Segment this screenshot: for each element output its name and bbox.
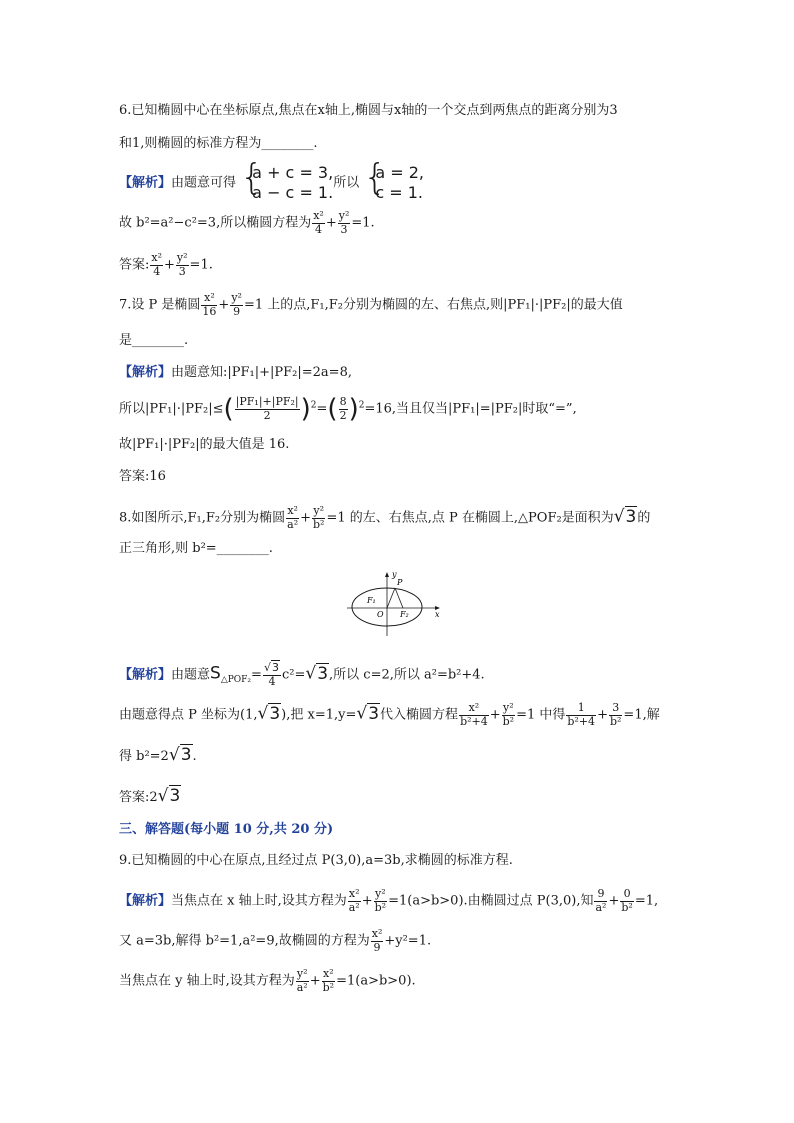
- label-o: O: [377, 610, 384, 619]
- segment-op: [387, 588, 395, 608]
- problem-7-stem-line1: 7.设 P 是椭圆 $\frac{\text{x²}}{16}$ + $\frac{\text{y²}}{9}$ =1 上的点,F₁,F₂分别为椭圆的左、右焦点,则|PF₁|·|PF₂|的最大值: [119, 291, 623, 318]
- problem-6-analysis-line2: 故 b²=a²−c²=3,所以椭圆方程为 $\frac{\text{x²}}{4}$ + $\frac{\text{y²}}{3}$ =1.: [119, 209, 375, 236]
- problem-9-stem: 9.已知椭圆的中心在原点,且经过点 P(3,0),a=3b,求椭圆的标准方程.: [119, 853, 513, 868]
- analysis-tag: 【解析】: [119, 175, 172, 191]
- problem-7-analysis-line1: 【解析】由题意知:|PF₁|+|PF₂|=2a=8,: [119, 365, 352, 380]
- equation-system-1: { a + c = 3, a − c = 1.: [240, 157, 334, 202]
- problem-8-answer: 答案:2√3: [119, 786, 181, 806]
- equation-system-2: { a = 2, c = 1.: [363, 157, 425, 202]
- segment-pf2: [395, 588, 403, 608]
- problem-7-stem-line2: 是________.: [119, 333, 189, 348]
- problem-8-analysis-line1: 【解析】由题意$S_{\triangle POF_2}=$ $\frac{√3}{4}$ c²=√3,所以 c=2,所以 a²=b²+4.: [119, 661, 485, 688]
- problem-7-analysis-line2: 所以|PF₁|·|PF₂|≤( $\frac{\text{|PF₁|+|PF₂|}}{2}$ )$^2$=( $\frac{8}{2}$ )$^2$=16,当且仅当|PF₁|=|PF₂|时取“=”,: [119, 394, 577, 425]
- label-f2: F₂: [400, 610, 409, 619]
- problem-9-analysis-line3: 当焦点在 y 轴上时,设其方程为 $\frac{\text{y²}}{\text{a²}}$ + $\frac{\text{x²}}{\text{b²}}$ =1(a>b>0).: [119, 967, 416, 994]
- label-p: P: [397, 578, 403, 587]
- y-axis-arrow: [385, 572, 389, 577]
- problem-6-stem-line2: [119, 137, 318, 150]
- problem-9-analysis-line1: 【解析】当焦点在 x 轴上时,设其方程为 $\frac{\text{x²}}{\text{a²}}$ + $\frac{\text{y²}}{\text{b²}}$ =1(a>b>0).由椭圆过点 P(3,0),知 $\frac{9}{\text{a²}}$ + $\frac{0}{\text{b²}}$ =1,: [119, 887, 659, 914]
- label-x: x: [435, 610, 440, 619]
- problem-9-analysis-line2: 又 a=3b,解得 b²=1,a²=9,故椭圆的方程为 $\frac{\text{x²}}{9}$ +y²=1.: [119, 927, 432, 954]
- problem-6-text: 和1,则椭圆的标准方程为________.: [119, 136, 318, 151]
- label-f1: F₁: [367, 596, 376, 605]
- problem-6-stem-line1: 6.已知椭圆中心在坐标原点,焦点在x轴上,椭圆与x轴的一个交点到两焦点的距离分别为3: [119, 103, 618, 118]
- problem-6-answer: 答案: $\frac{\text{x²}}{4}$ + $\frac{\text{y²}}{3}$ =1.: [119, 251, 213, 278]
- problem-8-analysis-line3: 得 b²=2√3.: [119, 745, 197, 765]
- problem-7-analysis-line3: 故|PF₁|·|PF₂|的最大值是 16.: [119, 437, 290, 452]
- section-heading: 三、解答题(每小题 10 分,共 20 分): [119, 822, 334, 837]
- ellipse-figure: [345, 570, 445, 638]
- problem-8-analysis-line2: 由题意得点 P 坐标为(1,√3),把 x=1,y=√3代入椭圆方程 $\frac{\text{x²}}{\text{b²+4}}$ + $\frac{\text{y²}}{\text{b²}}$ =1 中得 $\frac{1}{\text{b²+4}}$ + $\frac{3}{\text{b²}}$ =1,解: [119, 701, 660, 728]
- problem-6-analysis-line1: 【解析】由题意可得 { a + c = 3, a − c = 1. 所以 { a = 2, c = 1.: [119, 157, 425, 202]
- problem-7-answer: 答案:16: [119, 469, 166, 484]
- problem-8-stem-line1: 8.如图所示,F₁,F₂分别为椭圆 $\frac{\text{x²}}{\text{a²}}$ + $\frac{\text{y²}}{\text{b²}}$ =1 的左、右焦点,点 P 在椭圆上,△POF₂是面积为√3的: [119, 504, 651, 531]
- label-y: y: [392, 570, 397, 579]
- problem-8-stem-line2: 正三角形,则 b²=________.: [119, 541, 273, 556]
